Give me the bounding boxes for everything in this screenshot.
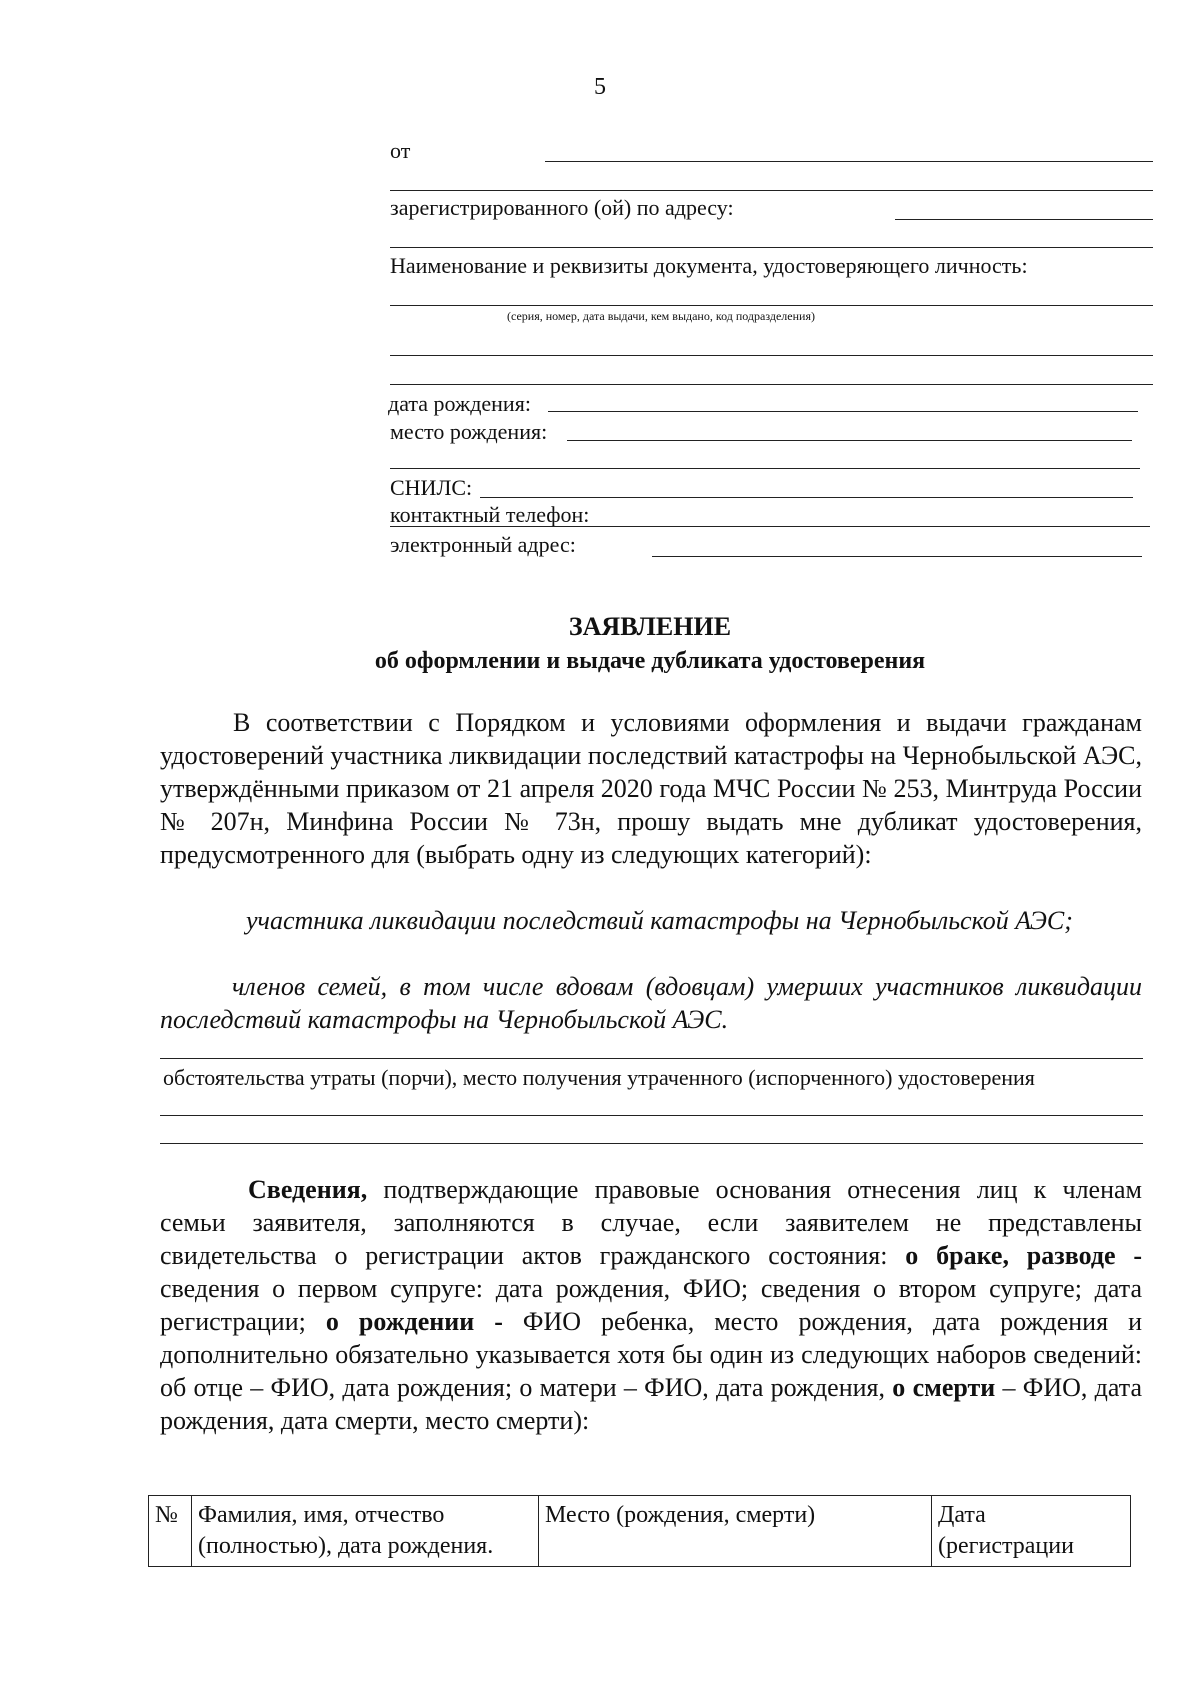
birth-date-line — [548, 411, 1138, 412]
header-number: № — [149, 1496, 192, 1567]
from-line — [545, 161, 1153, 162]
id-document-label: Наименование и реквизиты документа, удостоверяющего личность: — [390, 253, 1028, 278]
header-full-name: Фамилия, имя, отчество (полностью), дата рождения. — [192, 1496, 539, 1567]
phone-line — [390, 526, 1150, 527]
loss-line-3 — [160, 1143, 1143, 1144]
id-document-line-3 — [390, 384, 1153, 385]
document-subtitle: об оформлении и выдаче дубликата удостоверения — [374, 648, 926, 674]
document-title: ЗАЯВЛЕНИЕ — [568, 612, 732, 641]
email-line — [652, 556, 1142, 557]
birth-date-label: дата рождения: — [388, 391, 531, 416]
loss-circumstances-caption: обстоятельства утраты (порчи), место получения утраченного (испорченного) удостоверения — [163, 1065, 1035, 1090]
info-paragraph — [160, 1173, 1142, 1437]
loss-line-2 — [160, 1115, 1143, 1116]
info-text-2: сведения о первом супруге: дата рождения, ФИО; сведения о втором супруге; дата регистрации; — [160, 1274, 1142, 1336]
header-place: Место (рождения, смерти) — [539, 1496, 932, 1567]
snils-line — [480, 497, 1133, 498]
birth-place-line-2 — [390, 468, 1140, 469]
category-participant: участника ликвидации последствий катастрофы на Чернобыльской АЭС; — [246, 906, 1073, 935]
info-text-3: ФИО ребенка, место рождения, дата рождения и дополнительно обязательно указывается хотя бы один из следующих наборов сведений: об отце – ФИО, дата рождения; о матери – ФИО, дата рождения, — [160, 1307, 1142, 1402]
intro-paragraph: В соответствии с Порядком и условиями оформления и выдачи гражданам удостоверений участника ликвидации последствий катастрофы на Чернобыльской АЭС, утверждёнными приказом от 21 апреля 2020 года МЧС России № 253, Минтруда России № 207н, Минфина России № 73н, прошу выдать мне дубликат удостоверения, предусмотренного для (выбрать одну из следующих категорий): — [160, 708, 1142, 869]
phone-label: контактный телефон: — [390, 502, 590, 527]
from-label: от — [390, 138, 411, 163]
registered-address-label: зарегистрированного (ой) по адресу: — [390, 195, 734, 220]
info-text-1: подтверждающие правовые основания отнесения лиц к членам семьи заявителя, заполняются в случае, если заявителем не представлены свидетельства о регистрации актов гражданского состояния: — [160, 1175, 1142, 1270]
info-lead: Сведения, — [248, 1175, 368, 1204]
address-line-2 — [390, 247, 1153, 248]
birth-place-line — [567, 440, 1132, 441]
info-bold-marriage: о браке, разводе - — [905, 1241, 1142, 1270]
page-number: 5 — [594, 74, 606, 100]
info-bold-birth: о рождении - — [325, 1307, 503, 1336]
table-header-row — [149, 1496, 1131, 1567]
id-document-line — [390, 305, 1153, 306]
from-line-2 — [390, 190, 1153, 191]
header-date: Дата (регистрации — [932, 1496, 1131, 1567]
loss-line-1 — [160, 1058, 1143, 1059]
id-document-line-2 — [390, 355, 1153, 356]
email-label: электронный адрес: — [390, 532, 576, 557]
address-line — [895, 219, 1153, 220]
birth-place-label: место рождения: — [390, 419, 548, 444]
snils-label: СНИЛС: — [390, 475, 473, 500]
category-family: членов семей, в том числе вдовам (вдовцам) умерших участников ликвидации последствий катастрофы на Чернобыльской АЭС. — [160, 972, 1142, 1034]
info-text-4: – ФИО, дата рождения, дата смерти, место смерти): — [160, 1373, 1142, 1435]
family-members-table — [148, 1495, 1131, 1567]
info-bold-death: о смерти — [892, 1373, 996, 1402]
id-document-hint: (серия, номер, дата выдачи, кем выдано, код подразделения) — [507, 309, 815, 323]
